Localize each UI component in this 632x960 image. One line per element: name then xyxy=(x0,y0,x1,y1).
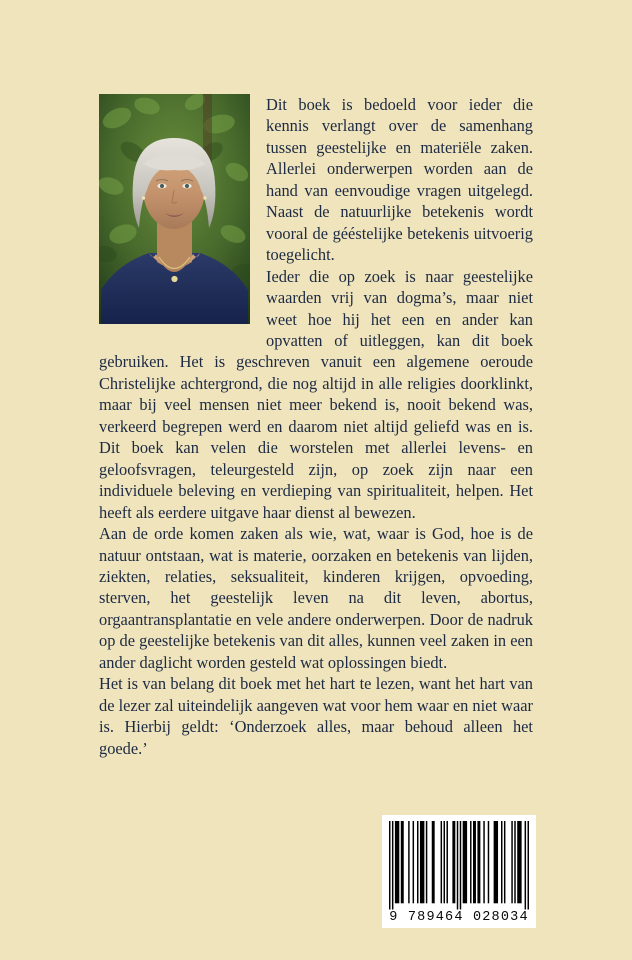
author-portrait-illustration xyxy=(99,94,250,324)
blurb-paragraph-3: Aan de orde komen zaken als wie, wat, waar is God, hoe is de natuur ontstaan, wat is materie, oorzaken en betekenis van lijden, ziekten, relaties, seksualiteit, kinderen krijgen, opvoeding, sterven, het geestelijk leven na dit leven, abortus, orgaantransplantatie en vele andere onderwerpen. Door de nadruk op de geestelijke betekenis van dit alles, kunnen veel zaken in een ander daglicht worden gesteld wat oplossingen biedt. xyxy=(99,524,533,672)
back-cover-blurb xyxy=(99,94,533,759)
blurb-paragraph-2: Ieder die op zoek is naar geestelijke waarden vrij van dogma’s, maar niet weet hoe hij het een en ander kan opvatten of uitleggen, kan dit boek gebruiken. Het is geschreven vanuit een algemene oeroude Christelijke achtergrond, die nog altijd in alle religies doorklinkt, maar bij veel mensen niet meer bekend is, nooit bekend was, verkeerd begrepen werd en daarom niet altijd geliefd was en is. Dit boek kan velen die worstelen met allerlei levens- en geloofsvragen, teleurgesteld zijn, op zoek zijn naar een individuele beleving en verdieping van spiritualiteit, helpen. Het heeft als eerdere uitgave haar dienst al bewezen. xyxy=(99,266,533,522)
blurb-paragraph-1: Dit boek is bedoeld voor ieder die kennis verlangt over de samenhang tussen geestelijke en materiële zaken. Allerlei onderwerpen worden aan de hand van eenvoudige vragen uitgelegd. Naast de natuurlijke betekenis wordt vooral de gééstelijke betekenis uitvoerig toegelicht. xyxy=(266,95,533,265)
barcode-bars xyxy=(389,821,529,910)
blurb-paragraph-4: Het is van belang dit boek met het hart te lezen, want het hart van de lezer zal uiteindelijk aangeven wat voor hem waar en niet waar is. Hierbij geldt: ‘Onderzoek alles, maar behoud alleen het goede.’ xyxy=(99,674,533,758)
barcode-digits: 9 789464 028034 xyxy=(389,909,529,925)
barcode xyxy=(382,815,536,928)
author-portrait xyxy=(99,94,250,324)
